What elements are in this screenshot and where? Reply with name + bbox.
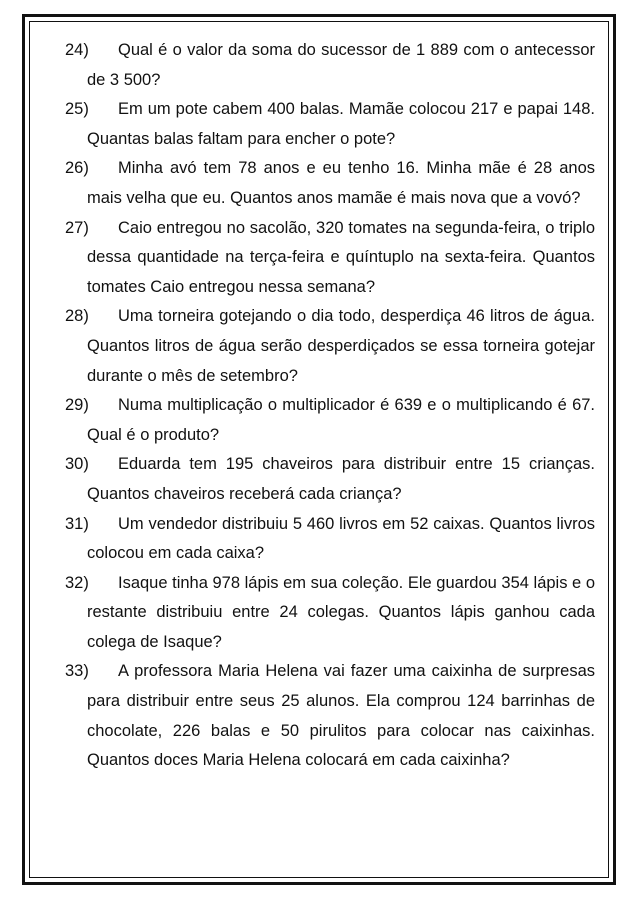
problem-31 (65, 510, 595, 569)
problem-number: 28) (65, 307, 89, 326)
problem-number: 32) (65, 573, 89, 592)
problem-26 (65, 154, 595, 213)
problem-number: 27) (65, 218, 89, 237)
problem-text: Uma torneira gotejando o dia todo, desperdiça 46 litros de água. Quantos litros de água serão desperdiçados se essa torneira gotejar durante o mês de setembro? (87, 307, 595, 385)
problem-text: Numa multiplicação o multiplicador é 639 e o multiplicando é 67. Qual é o produto? (87, 396, 595, 444)
problem-text: Em um pote cabem 400 balas. Mamãe colocou 217 e papai 148. Quantas balas faltam para encher o pote? (87, 100, 595, 148)
problem-number: 26) (65, 159, 89, 178)
problem-number: 30) (65, 455, 89, 474)
problem-text: Eduarda tem 195 chaveiros para distribuir entre 15 crianças. Quantos chaveiros receberá cada criança? (87, 455, 595, 503)
problem-text: A professora Maria Helena vai fazer uma caixinha de surpresas para distribuir entre seus 25 alunos. Ela comprou 124 barrinhas de chocolate, 226 balas e 50 pirulitos para colocar nas caixinhas. Quantos doces Maria Helena colocará em cada caixinha? (87, 662, 595, 770)
problem-text: Caio entregou no sacolão, 320 tomates na segunda-feira, o triplo dessa quantidade na terça-feira e quíntuplo na sexta-feira. Quantos tomates Caio entregou nessa semana? (87, 218, 595, 296)
problem-number: 25) (65, 100, 89, 119)
problem-number: 33) (65, 662, 89, 681)
problem-text: Qual é o valor da soma do sucessor de 1 889 com o antecessor de 3 500? (87, 41, 595, 89)
problem-25 (65, 95, 595, 154)
problem-number: 31) (65, 514, 89, 533)
problem-list (65, 36, 595, 776)
problem-30 (65, 450, 595, 509)
problem-number: 29) (65, 396, 89, 415)
problem-number: 24) (65, 41, 89, 59)
problem-text: Um vendedor distribuiu 5 460 livros em 52 caixas. Quantos livros colocou em cada caixa? (87, 514, 595, 563)
problem-24 (65, 36, 595, 95)
problem-27 (65, 214, 595, 303)
problem-text: Minha avó tem 78 anos e eu tenho 16. Minha mãe é 28 anos mais velha que eu. Quantos anos mamãe é mais nova que a vovó? (87, 159, 595, 207)
problem-32 (65, 569, 595, 658)
problem-33 (65, 657, 595, 775)
problem-text: Isaque tinha 978 lápis em sua coleção. Ele guardou 354 lápis e o restante distribuiu entre 24 colegas. Quantos lápis ganhou cada colega de Isaque? (87, 573, 595, 651)
problem-28 (65, 302, 595, 391)
problem-29 (65, 391, 595, 450)
